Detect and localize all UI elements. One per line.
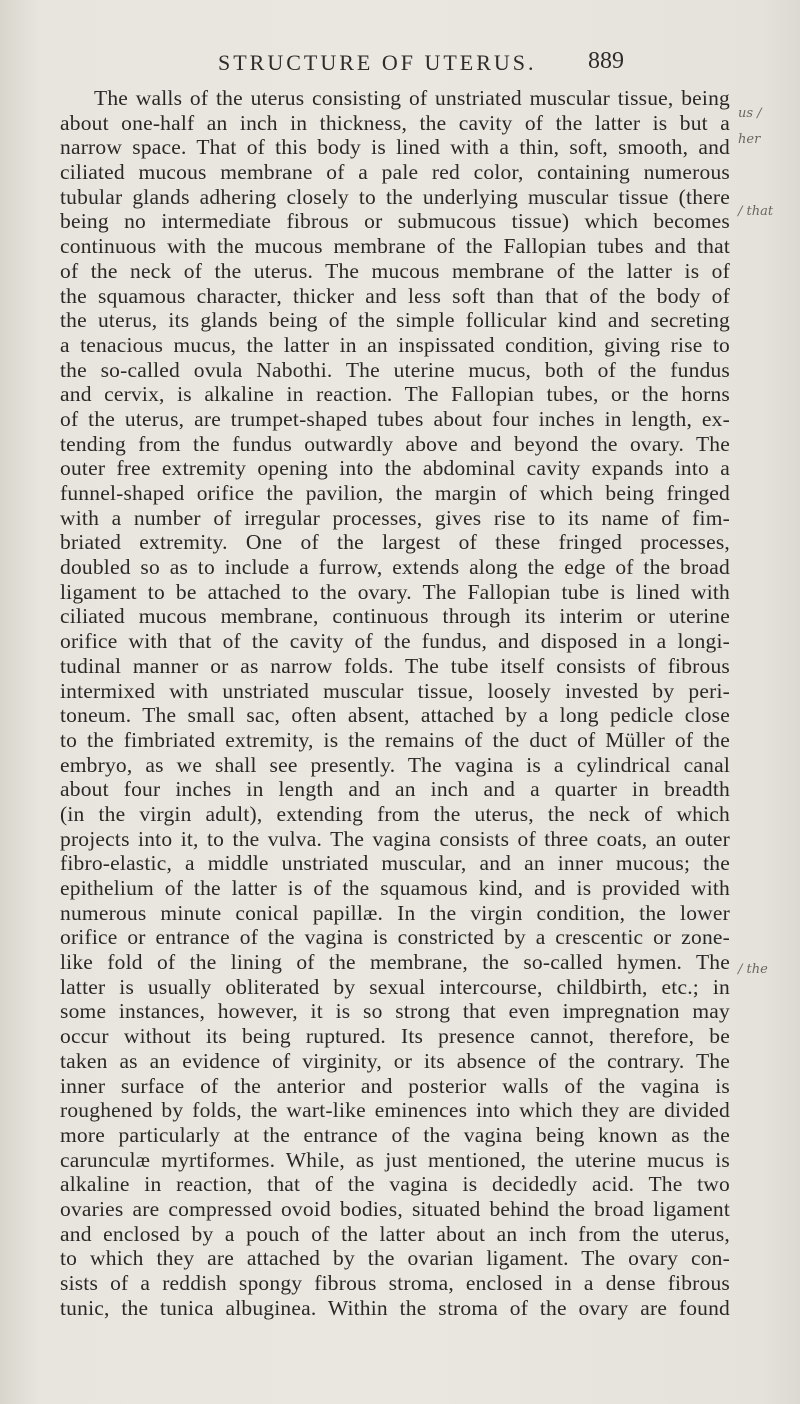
text-line: latter is usually obliterated by sexual intercourse, childbirth, etc.; in	[60, 974, 730, 999]
text-line: like fold of the lining of the membrane, the so-called hymen. The	[60, 950, 730, 975]
text-line: to the fimbriated extremity, is the remains of the duct of Müller of the	[60, 727, 730, 752]
text-line: about four inches in length and an inch and a quarter in breadth	[60, 777, 730, 802]
text-line: being no intermediate fibrous or submucous tissue) which becomes	[60, 209, 730, 234]
text-line: of the neck of the uterus. The mucous membrane of the latter is of	[60, 258, 730, 283]
text-line: fibro-elastic, a middle unstriated muscular, and an inner mucous; the	[60, 851, 730, 876]
margin-note: her	[738, 132, 761, 147]
text-line: and enclosed by a pouch of the latter about an inch from the uterus,	[60, 1221, 730, 1246]
text-line: some instances, however, it is so strong that even impregnation may	[60, 999, 730, 1024]
text-line: the squamous character, thicker and less soft than that of the body of	[60, 283, 730, 308]
page-header	[0, 46, 800, 86]
text-line: continuous with the mucous membrane of the Fallopian tubes and that	[60, 234, 730, 259]
text-line: about one-half an inch in thickness, the cavity of the latter is but a	[60, 110, 730, 135]
text-line: the uterus, its glands being of the simple follicular kind and secreting	[60, 308, 730, 333]
text-line: to which they are attached by the ovarian ligament. The ovary con-	[60, 1246, 730, 1271]
margin-annotations	[738, 86, 796, 1386]
text-line: orifice or entrance of the vagina is constricted by a crescentic or zone-	[60, 925, 730, 950]
text-line: sists of a reddish spongy fibrous stroma, enclosed in a dense fibrous	[60, 1271, 730, 1295]
text-line: intermixed with unstriated muscular tissue, loosely invested by peri-	[60, 678, 730, 703]
margin-note: / that	[738, 204, 774, 219]
text-line: inner surface of the anterior and posterior walls of the vagina is	[60, 1073, 730, 1098]
text-line: briated extremity. One of the largest of these fringed processes,	[60, 530, 730, 555]
text-line: with a number of irregular processes, gives rise to its name of fim-	[60, 505, 730, 530]
text-line: toneum. The small sac, often absent, attached by a long pedicle close	[60, 703, 730, 728]
text-line: roughened by folds, the wart-like eminences into which they are divided	[60, 1098, 730, 1123]
margin-note: / the	[738, 962, 768, 977]
page-number: 889	[588, 48, 624, 74]
text-line: narrow space. That of this body is lined with a thin, soft, smooth, and	[60, 135, 730, 160]
text-line: carunculæ myrtiformes. While, as just mentioned, the uterine mucus is	[60, 1147, 730, 1172]
text-line: tending from the fundus outwardly above and beyond the ovary. The	[60, 431, 730, 456]
text-line: alkaline in reaction, that of the vagina is decidedly acid. The two	[60, 1172, 730, 1197]
text-line: and cervix, is alkaline in reaction. The Fallopian tubes, or the horns	[60, 382, 730, 407]
text-line: taken as an evidence of virginity, or its absence of the contrary. The	[60, 1048, 730, 1073]
text-line: outer free extremity opening into the abdominal cavity expands into a	[60, 456, 730, 481]
text-line: ciliated mucous membrane, continuous through its interim or uterine	[60, 604, 730, 629]
text-line: ovaries are compressed ovoid bodies, situated behind the broad ligament	[60, 1196, 730, 1221]
text-line: (in the virgin adult), extending from the uterus, the neck of which	[60, 801, 730, 826]
text-line: epithelium of the latter is of the squamous kind, and is provided with	[60, 876, 730, 900]
text-line: a tenacious mucus, the latter in an inspissated condition, giving rise to	[60, 332, 730, 357]
text-line: embryo, as we shall see presently. The vagina is a cylindrical canal	[60, 752, 730, 777]
text-line: projects into it, to the vulva. The vagina consists of three coats, an outer	[60, 826, 730, 851]
text-line: orifice with that of the cavity of the fundus, and disposed in a longi-	[60, 629, 730, 654]
text-line: tubular glands adhering closely to the underlying muscular tissue (there	[60, 184, 730, 209]
running-title: STRUCTURE OF UTERUS.	[218, 50, 537, 75]
text-line: occur without its being ruptured. Its presence cannot, therefore, be	[60, 1024, 730, 1049]
margin-note: us /	[738, 106, 762, 121]
text-line: tunic, the tunica albuginea. Within the stroma of the ovary are found	[60, 1295, 730, 1320]
body-text	[60, 86, 730, 1320]
text-line: ciliated mucous membrane of a pale red color, containing numerous	[60, 160, 730, 185]
text-line: ligament to be attached to the ovary. The Fallopian tube is lined with	[60, 579, 730, 604]
text-line: the so-called ovula Nabothi. The uterine mucus, both of the fundus	[60, 357, 730, 382]
text-line: The walls of the uterus consisting of unstriated muscular tissue, being	[94, 86, 730, 110]
text-line: numerous minute conical papillæ. In the virgin condition, the lower	[60, 900, 730, 925]
text-line: of the uterus, are trumpet-shaped tubes about four inches in length, ex-	[60, 406, 730, 431]
text-line: doubled so as to include a furrow, extends along the edge of the broad	[60, 555, 730, 580]
text-line: more particularly at the entrance of the vagina being known as the	[60, 1122, 730, 1147]
text-line: tudinal manner or as narrow folds. The tube itself consists of fibrous	[60, 653, 730, 678]
text-line: funnel-shaped orifice the pavilion, the margin of which being fringed	[60, 481, 730, 505]
